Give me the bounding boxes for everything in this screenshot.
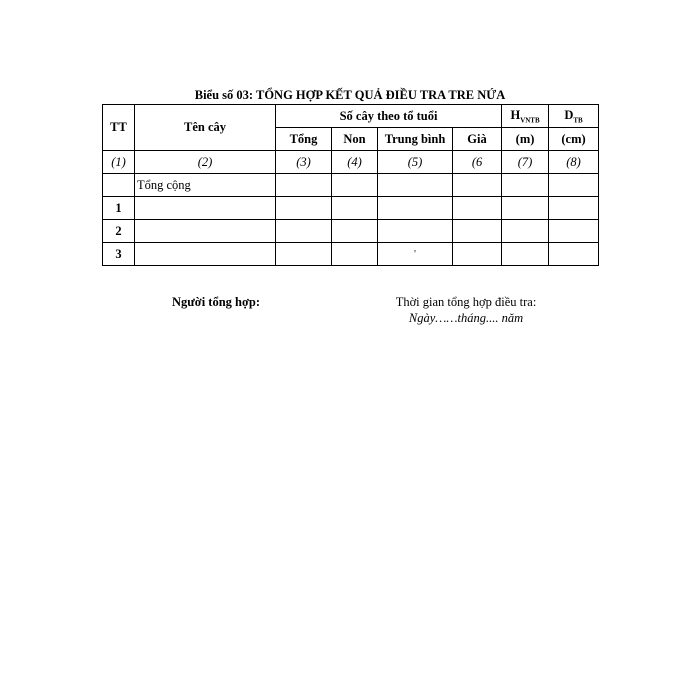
row-number: 2 (103, 220, 135, 243)
table-cell (332, 243, 378, 266)
table-cell (135, 243, 276, 266)
table-cell (276, 220, 332, 243)
column-number: (4) (332, 151, 378, 174)
table-cell (135, 220, 276, 243)
header-row-1 (103, 105, 599, 128)
table-cell (502, 197, 549, 220)
table-row (103, 197, 599, 220)
survey-time-label: Thời gian tổng hợp điều tra: (395, 295, 537, 309)
header-tong: Tổng (276, 128, 332, 151)
header-d (549, 105, 599, 128)
table-cell (276, 197, 332, 220)
header-h-sub: VNTB (520, 116, 540, 125)
column-number-row (103, 151, 599, 174)
table-cell (502, 174, 549, 197)
signer-label: Người tổng hợp: (172, 295, 261, 309)
header-ten-cay: Tên cây (135, 105, 276, 151)
table-cell (502, 220, 549, 243)
table-cell (549, 243, 599, 266)
table-cell (378, 197, 453, 220)
total-row (103, 174, 599, 197)
table-cell (549, 174, 599, 197)
table-row (103, 243, 599, 266)
total-label: Tổng cộng (135, 174, 276, 197)
column-number: (8) (549, 151, 599, 174)
table-row (103, 220, 599, 243)
row-number: 1 (103, 197, 135, 220)
column-number: (7) (502, 151, 549, 174)
table-cell (378, 220, 453, 243)
table-cell (453, 243, 502, 266)
header-h (502, 105, 549, 128)
header-trung-binh: Trung bình (378, 128, 453, 151)
date-line: Ngày……tháng.... năm (408, 311, 524, 325)
table-cell (276, 174, 332, 197)
table-cell (502, 243, 549, 266)
header-so-cay-group: Số cây theo tổ tuổi (276, 105, 502, 128)
column-number: (5) (378, 151, 453, 174)
table-cell (332, 174, 378, 197)
header-d-sub: TB (573, 116, 583, 125)
column-number: (1) (103, 151, 135, 174)
column-number: (6 (453, 151, 502, 174)
table-cell (276, 243, 332, 266)
table-cell (332, 220, 378, 243)
header-h-unit: (m) (502, 128, 549, 151)
table-cell (549, 197, 599, 220)
header-d-unit: (cm) (549, 128, 599, 151)
column-number: (3) (276, 151, 332, 174)
header-gia: Già (453, 128, 502, 151)
header-d-main: D (564, 107, 574, 122)
table-cell (332, 197, 378, 220)
header-non: Non (332, 128, 378, 151)
column-number: (2) (135, 151, 276, 174)
table-cell (453, 174, 502, 197)
form-title: Biểu số 03: TỔNG HỢP KẾT QUẢ ĐIỀU TRA TRE NỨA (194, 88, 506, 102)
table-cell (378, 174, 453, 197)
table-cell (453, 197, 502, 220)
row-number: 3 (103, 243, 135, 266)
header-h-main: H (510, 107, 521, 122)
survey-time-block (386, 295, 546, 326)
stray-mark: ' (378, 243, 453, 266)
table-cell (549, 220, 599, 243)
table-cell (103, 174, 135, 197)
header-tt: TT (103, 105, 135, 151)
table-cell (453, 220, 502, 243)
table-cell (135, 197, 276, 220)
survey-summary-table (102, 104, 599, 266)
